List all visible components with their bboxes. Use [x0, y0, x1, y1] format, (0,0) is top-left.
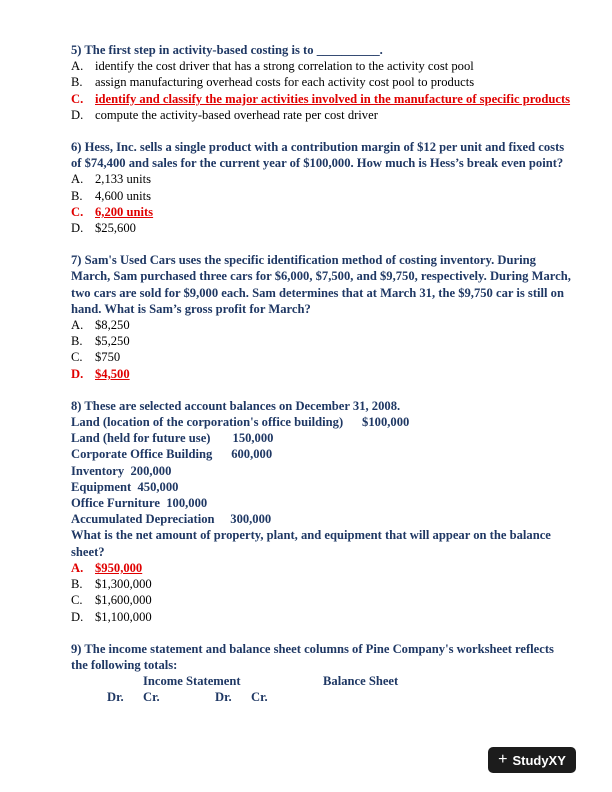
studyxy-logo — [488, 747, 576, 773]
answer-option: C. $750 — [71, 350, 121, 365]
plus-icon: + — [498, 751, 508, 768]
account-line: Land (location of the corporation's office building) $100,000 — [71, 415, 410, 430]
correct-answer-option: D. $4,500 — [71, 366, 130, 381]
answer-option: A. 2,133 units — [71, 172, 151, 187]
answer-option: D. $1,100,000 — [71, 609, 152, 624]
question-8 — [71, 398, 571, 625]
worksheet-subheader-row — [71, 689, 571, 705]
correct-answer-option: C. identify and classify the major activities involved in the manufacture of specific products — [71, 91, 571, 106]
answer-option: B. $1,300,000 — [71, 577, 152, 592]
answer-option: D. $25,600 — [71, 221, 136, 236]
answer-option: B. 4,600 units — [71, 188, 151, 203]
question-stem: 7) Sam's Used Cars uses the specific identification method of costing inventory. During March, Sam purchased three cars for $6,000, $7,500, and $9,750, respectively. During March, two cars are sold for $9,000 each. Sam determines that at March 31, the $9,750 car is still on hand. What is Sam’s gross profit for March? — [71, 253, 571, 316]
account-line: Office Furniture 100,000 — [71, 496, 208, 511]
answer-option: D. compute the activity-based overhead rate per cost driver — [71, 107, 378, 122]
worksheet-header-row — [71, 673, 571, 689]
question-stem: 9) The income statement and balance sheet columns of Pine Company's worksheet reflects the following totals: — [71, 641, 554, 672]
question-stem: What is the net amount of property, plant, and equipment that will appear on the balance sheet? — [71, 528, 551, 559]
question-6 — [71, 139, 571, 236]
answer-option: C. $1,600,000 — [71, 593, 152, 608]
debit-header: Dr. — [107, 690, 124, 705]
account-line: Accumulated Depreciation 300,000 — [71, 512, 272, 527]
answer-option: A. $8,250 — [71, 318, 130, 333]
question-9 — [71, 641, 571, 706]
answer-option: B. $5,250 — [71, 334, 130, 349]
account-line: Corporate Office Building 600,000 — [71, 447, 273, 462]
answer-option: A. identify the cost driver that has a strong correlation to the activity cost pool — [71, 59, 474, 74]
credit-header: Cr. — [143, 690, 160, 705]
logo-text: StudyXY — [512, 752, 566, 768]
question-intro: 8) These are selected account balances on December 31, 2008. — [71, 398, 401, 413]
question-stem: 6) Hess, Inc. sells a single product with a contribution margin of $12 per unit and fixed costs of $74,400 and sales for the current year of $100,000. How much is Hess’s break even point? — [71, 140, 565, 171]
account-line: Land (held for future use) 150,000 — [71, 431, 274, 446]
question-5 — [71, 42, 571, 123]
balance-sheet-header: Balance Sheet — [323, 674, 399, 689]
account-line: Equipment 450,000 — [71, 479, 179, 494]
account-line: Inventory 200,000 — [71, 463, 172, 478]
answer-option: B. assign manufacturing overhead costs for each activity cost pool to products — [71, 75, 475, 90]
document-page — [71, 42, 571, 721]
question-7 — [71, 252, 571, 382]
correct-answer-option: C. 6,200 units — [71, 204, 154, 219]
income-statement-header: Income Statement — [143, 674, 241, 689]
question-stem: 5) The first step in activity-based costing is to __________. — [71, 43, 383, 57]
correct-answer-option: A. $950,000 — [71, 560, 143, 575]
debit-header: Dr. — [215, 690, 232, 705]
credit-header: Cr. — [251, 690, 268, 705]
